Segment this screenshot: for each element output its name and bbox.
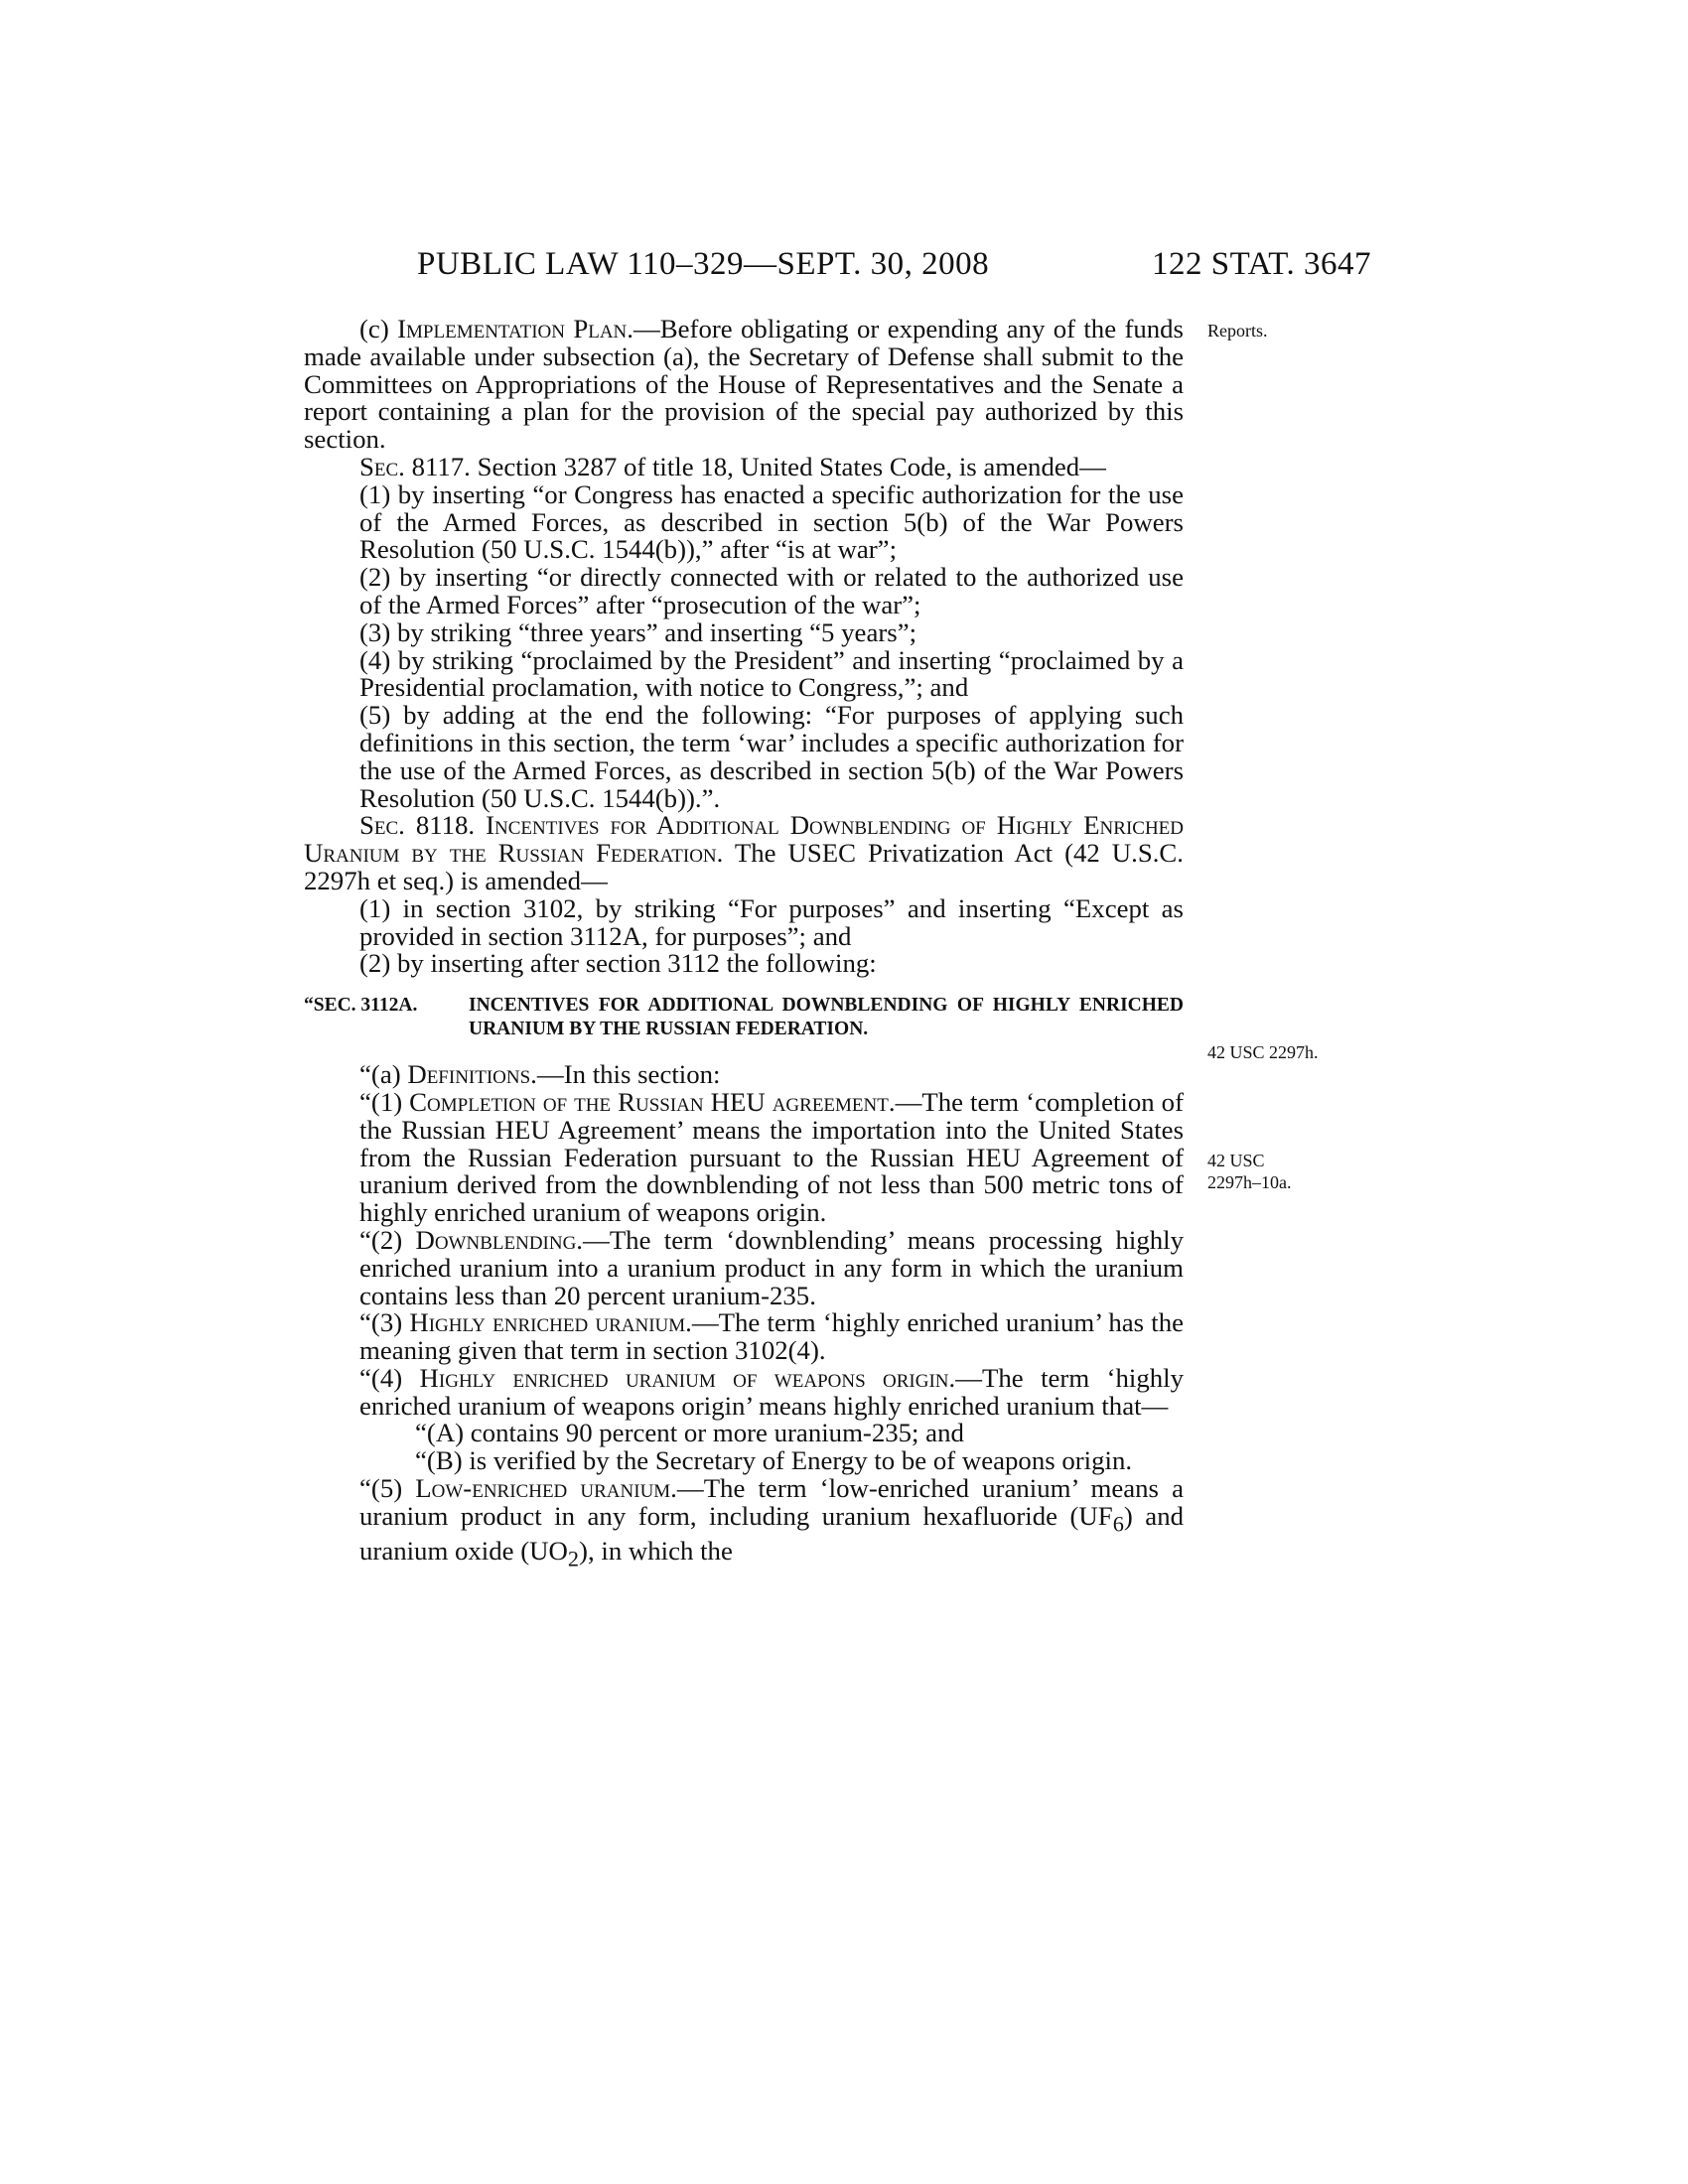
definition-4a: “(A) contains 90 percent or more uranium-235; and [415,1418,964,1448]
definition-2: “(2) Downblending.—The term ‘downblending’ means processing highly enriched uranium into a uranium product in any form in which the uranium contains less than 20 percent uranium-235. [359,1224,1184,1310]
definition-3: “(3) Highly enriched uranium.—The term ‘highly enriched uranium’ has the meaning given that term in section 3102(4). [359,1307,1185,1366]
list-item: (1) by inserting “or Congress has enacted a specific authorization for the use of the Armed Forces, as described in section 5(b) of the War Powers Resolution (50 U.S.C. 1544(b)),” after “is at war”; [359,478,1184,565]
running-header-left: PUBLIC LAW 110–329—SEPT. 30, 2008 [417,246,990,282]
definition-5: “(5) Low-enriched uranium.—The term ‘low-enriched uranium’ means a uranium product in any form, including uranium hexafluoride $(UF_6)$ and uranium oxide $(UO_2)$, in which the [359,1473,1184,1571]
section-8118: Sec. 8118. Incentives for Additional Downblending of Highly Enriched Uranium by the Russian Federation. The USEC Privatization Act (42 U.S.C. 2297h et seq.) is amended— [304,810,1184,895]
list-item: (2) by inserting after section 3112 the following: [359,948,877,979]
definition-4b: “(B) is verified by the Secretary of Energy to be of weapons origin. [415,1445,1133,1476]
margin-note-usc-section: 42 USC 2297h–10a. [1207,1151,1292,1192]
list-item: (2) by inserting “or directly connected with or related to the authorized use of the Armed Forces” after “prosecution of the war”; [359,562,1184,619]
definition-1: “(1) Completion of the Russian HEU agreement.—The term ‘completion of the Russian HEU Agreement’ means the importation into the United States from the Russian Federation pursuant to the Russian HEU Agreement of uranium derived from the downblending of not less than 500 metric tons of highly enriched uranium of weapons origin. [359,1086,1184,1228]
margin-note-usc: 42 USC 2297h. [1207,1042,1319,1062]
paragraph-c: (c) Implementation Plan.—Before obligating or expending any of the funds made available under subsection (a), the Secretary of Defense shall submit to the Committees on Appropriations of the House of Representatives and the Senate a report containing a plan for the provision of the special pay authorized by this section. [304,314,1184,455]
list-item: (1) in section 3102, by striking “For purposes” and inserting “Except as provided in section 3112A, for purposes”; and [359,892,1184,951]
definitions [304,1061,1184,1572]
body-text [304,316,1184,1572]
list-item: (3) by striking “three years” and inserting “5 years”; [359,616,917,647]
margin-note-reports: Reports. [1207,321,1268,341]
list-item: (4) by striking “proclaimed by the President” and inserting “proclaimed by a Presidential proclamation, with notice to Congress,”; and [359,644,1184,703]
page-stat-number: 122 STAT. 3647 [1152,246,1372,282]
definition-4: “(4) Highly enriched uranium of weapons origin.—The term ‘highly enriched uranium of weapons origin’ means highly enriched uranium that— [359,1362,1185,1421]
list-item: (5) by adding at the end the following: “For purposes of applying such definitions in this section, the term ‘war’ includes a specific authorization for the use of the Armed Forces, as described in section 5(b) of the War Powers Resolution (50 U.S.C. 1544(b)).”. [359,700,1184,813]
section-8117: Sec. 8117. Section 3287 of title 18, United States Code, is amended— [359,451,1106,481]
definitions-heading: “(a) Definitions.—In this section: [359,1059,721,1090]
section-8118-items [304,892,1184,979]
section-heading-3112a: “SEC. 3112A. INCENTIVES FOR ADDITIONAL DOWNBLENDING OF HIGHLY ENRICHED URANIUM BY THE RUSSIAN FEDERATION. [304,995,1184,1040]
section-8117-items [304,478,1184,813]
